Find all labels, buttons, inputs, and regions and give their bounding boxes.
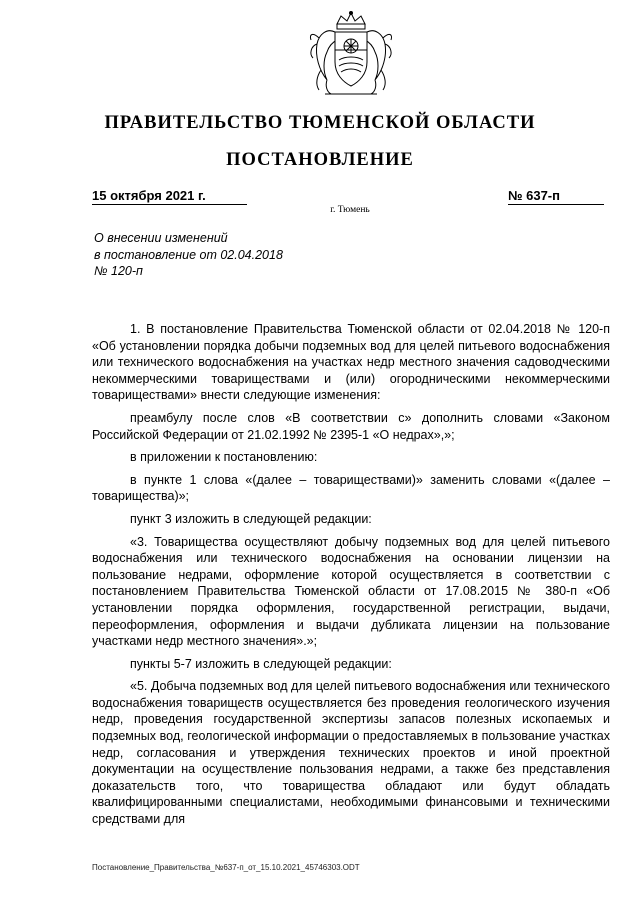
document-number: № 637-п xyxy=(508,188,604,205)
document-subject xyxy=(94,230,334,280)
body-paragraph: «3. Товарищества осуществляют добычу подземных вод для целей питьевого водоснабжения или технического водоснабжения на основании лицензии на пользование недрами, оформление которой осуществляется в соответствии с постановлением Правительства Тюменской области от 17.08.2015 № 380-п «Об установлении порядка оформления, государственной регистрации, выдачи, переоформления, оформления и выдачи дубликата лицензии на пользование участками недр местного значения».»; xyxy=(92,534,610,649)
body-paragraph: в пункте 1 слова «(далее – товариществами)» заменить словами «(далее – товарищества)»; xyxy=(92,472,610,504)
body-paragraph: преамбулу после слов «В соответствии с» дополнить словами «Законом Российской Федерации от 21.02.1992 № 2395-1 «О недрах»,»; xyxy=(92,410,610,442)
body-paragraph: «5. Добыча подземных вод для целей питьевого водоснабжения или технического водоснабжения товариществ осуществляется без проведения геологического изучения недр, проведения государственной экспертизы запасов полезных ископаемых и подземных вод, геологической информации о предоставляемых в пользование участках недр, согласования и утверждения технических проектов и иной проектной документации на осуществление пользования недрами, а также без представления доказательств того, что товарищества обладают или будут обладать квалифицированными специалистами, необходимыми финансовыми и техническими средствами для xyxy=(92,679,610,827)
subject-line: в постановление от 02.04.2018 xyxy=(94,247,283,262)
document-date: 15 октября 2021 г. xyxy=(92,188,247,205)
body-paragraph: пункты 5-7 изложить в следующей редакции: xyxy=(130,656,392,671)
government-title: ПРАВИТЕЛЬСТВО ТЮМЕНСКОЙ ОБЛАСТИ xyxy=(104,113,536,133)
document-type-title: ПОСТАНОВЛЕНИЕ xyxy=(226,150,414,170)
body-paragraph: 1. В постановление Правительства Тюменской области от 02.04.2018 № 120-п «Об установлении порядка добычи подземных вод для целей питьевого водоснабжения или технического водоснабжения на участках недр местного значения садоводческими некоммерческими товариществами и (или) огородническими некоммерческими товариществами» внести следующие изменения: xyxy=(92,322,610,403)
subject-line: № 120-п xyxy=(94,264,143,278)
body-paragraph: пункт 3 изложить в следующей редакции: xyxy=(130,511,372,526)
document-footer: Постановление_Правительства_№637-п_от_15.10.2021_45746303.ODT xyxy=(92,863,360,872)
body-paragraph: в приложении к постановлению: xyxy=(130,450,318,465)
coat-of-arms-emblem xyxy=(297,10,405,100)
document-city: г. Тюмень xyxy=(330,205,370,215)
subject-line: О внесении изменений xyxy=(94,231,228,245)
document-body xyxy=(92,321,610,834)
